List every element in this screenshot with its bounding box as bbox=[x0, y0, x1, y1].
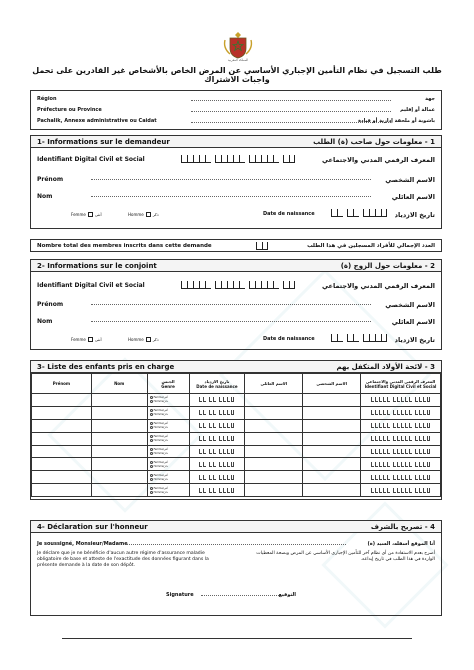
cell-prenom[interactable] bbox=[32, 445, 92, 458]
radio-circle[interactable] bbox=[150, 413, 153, 416]
idcs-label-ar: المعرف الرقمي المدني والاجتماعي bbox=[321, 156, 435, 164]
form-title: طلب التسجيل في نظام التأمين الإجباري الأساسي عن المرض الخاص بالأشخاص غير القادرين على تحمل واجبات الاشتراك bbox=[32, 66, 442, 84]
female-checkbox[interactable] bbox=[88, 212, 93, 217]
female-option[interactable] bbox=[150, 474, 189, 477]
undersigned-label-ar: أنا الموقع أسفله، السيد (ة) bbox=[367, 541, 435, 547]
prefecture-label-ar: عمالة أو إقليم bbox=[400, 107, 435, 113]
date-boxes[interactable] bbox=[361, 475, 440, 480]
cell-prenom[interactable] bbox=[32, 406, 92, 419]
male-label-ar: ذكر bbox=[152, 212, 159, 217]
cell-prenom[interactable] bbox=[32, 484, 92, 497]
female-checkbox[interactable] bbox=[88, 337, 93, 342]
female-option-label: Femme/أنثى bbox=[153, 422, 168, 426]
radio-circle[interactable] bbox=[150, 487, 153, 490]
cell-nom-ar[interactable] bbox=[245, 445, 303, 458]
undersigned-field[interactable] bbox=[126, 539, 346, 545]
section-title-ar: 4 - تصريح بالشرف bbox=[370, 523, 435, 531]
children-section bbox=[30, 360, 442, 500]
date-boxes[interactable] bbox=[361, 449, 440, 454]
cell-genre[interactable] bbox=[147, 406, 189, 419]
cell-nom[interactable] bbox=[91, 445, 147, 458]
declaration-text-ar: أصرح بعدم الاستفادة من أي نظام آخر للتأمين الإجباري الأساسي عن المرض وبصحة المعطيات الواردة في هذا الطلب في تاريخ إيداعه. bbox=[256, 551, 435, 562]
female-option[interactable] bbox=[150, 422, 189, 425]
date-boxes[interactable] bbox=[190, 410, 245, 415]
radio-circle[interactable] bbox=[150, 491, 153, 494]
cell-idcs[interactable] bbox=[361, 394, 441, 407]
cell-prenom-ar[interactable] bbox=[303, 458, 361, 471]
cell-nom[interactable] bbox=[91, 419, 147, 432]
dob-label: Date de naissance bbox=[263, 336, 315, 342]
cell-idcs[interactable] bbox=[361, 432, 441, 445]
date-boxes[interactable] bbox=[190, 462, 245, 467]
col-idcs-ar: المعرف الرقمي المدني والاجتماعي bbox=[365, 378, 436, 384]
declaration-text: Je déclare que je ne bénéficie d'aucun autre régime d'assurance maladie obligatoire de base et atteste de l'exactitude des données figurant dans la présente demande à la date de son dépôt. bbox=[37, 551, 209, 568]
male-option-label: Homme/ذكر bbox=[153, 413, 168, 417]
female-option[interactable] bbox=[150, 409, 189, 412]
cell-genre[interactable] bbox=[147, 484, 189, 497]
cell-genre[interactable] bbox=[147, 419, 189, 432]
sex-female-option[interactable] bbox=[71, 337, 102, 342]
prenom-label-ar: الاسم الشخصي bbox=[385, 176, 435, 184]
dob-label: Date de naissance bbox=[263, 211, 315, 217]
section-title: 2- Informations sur le conjoint bbox=[37, 262, 157, 270]
idcs-boxes[interactable] bbox=[181, 155, 295, 163]
male-option[interactable] bbox=[150, 452, 189, 455]
sex-options[interactable] bbox=[148, 474, 189, 481]
section-title: 4- Déclaration sur l'honneur bbox=[37, 523, 148, 531]
col-idcs-fr: Identifiant Digital Civil et Social bbox=[364, 383, 437, 389]
male-option-label: Homme/ذكر bbox=[153, 464, 168, 468]
col-prenom: Prénom bbox=[32, 374, 92, 394]
nom-label: Nom bbox=[37, 193, 53, 200]
pachalik-label: Pachalik, Annexe administrative ou Caidat bbox=[37, 118, 157, 124]
prenom-label: Prénom bbox=[37, 301, 64, 308]
cell-prenom-ar[interactable] bbox=[303, 406, 361, 419]
male-option-label: Homme/ذكر bbox=[153, 490, 168, 494]
male-option-label: Homme/ذكر bbox=[153, 426, 168, 430]
cell-nom-ar[interactable] bbox=[245, 432, 303, 445]
male-checkbox[interactable] bbox=[146, 212, 151, 217]
date-boxes[interactable] bbox=[190, 475, 245, 480]
col-nom-ar: الاسم العائلي bbox=[245, 374, 303, 394]
date-boxes[interactable] bbox=[190, 423, 245, 428]
section-title-ar: 1 - معلومات حول صاحب (ة) الطلب bbox=[313, 138, 435, 146]
radio-circle[interactable] bbox=[150, 478, 153, 481]
male-option-label: Homme/ذكر bbox=[153, 477, 168, 481]
coat-of-arms-icon bbox=[222, 30, 254, 60]
cell-idcs[interactable] bbox=[361, 445, 441, 458]
region-field[interactable] bbox=[191, 95, 391, 101]
dob-boxes[interactable] bbox=[331, 334, 387, 342]
idcs-label: Identifiant Digital Civil et Social bbox=[37, 156, 145, 163]
cell-dob[interactable] bbox=[189, 445, 245, 458]
prefecture-label: Préfecture ou Province bbox=[37, 107, 102, 113]
cell-dob[interactable] bbox=[189, 394, 245, 407]
cell-nom[interactable] bbox=[91, 394, 147, 407]
region-label-ar: جهة bbox=[425, 96, 435, 102]
date-boxes[interactable] bbox=[190, 488, 245, 493]
sex-options[interactable] bbox=[148, 448, 189, 455]
radio-circle[interactable] bbox=[150, 409, 153, 412]
female-option-label: Femme/أنثى bbox=[153, 486, 168, 490]
table-row bbox=[32, 484, 441, 497]
children-table-body bbox=[32, 394, 441, 497]
female-option-label: Femme/أنثى bbox=[153, 448, 168, 451]
sex-options[interactable] bbox=[148, 422, 189, 429]
cell-genre[interactable] bbox=[147, 471, 189, 484]
cell-dob[interactable] bbox=[189, 471, 245, 484]
members-boxes[interactable] bbox=[256, 242, 268, 250]
section-title-ar: 3 - لائحة الأولاد المتكفل بهم bbox=[336, 363, 435, 371]
radio-circle[interactable] bbox=[150, 461, 153, 464]
cell-nom-ar[interactable] bbox=[245, 484, 303, 497]
cell-nom[interactable] bbox=[91, 484, 147, 497]
cell-idcs[interactable] bbox=[361, 406, 441, 419]
section-title: 1- Informations sur le demandeur bbox=[37, 138, 170, 146]
date-boxes[interactable] bbox=[361, 410, 440, 415]
radio-circle[interactable] bbox=[150, 439, 153, 442]
date-boxes[interactable] bbox=[190, 397, 245, 402]
cell-nom[interactable] bbox=[91, 471, 147, 484]
idcs-label: Identifiant Digital Civil et Social bbox=[37, 282, 145, 289]
female-option-label: Femme/أنثى bbox=[153, 435, 168, 439]
cell-idcs[interactable] bbox=[361, 419, 441, 432]
sex-options[interactable] bbox=[148, 396, 189, 403]
footer-rule bbox=[62, 638, 412, 639]
declaration-section bbox=[30, 520, 442, 616]
dob-label-ar: تاريخ الازدياد bbox=[394, 211, 435, 219]
male-checkbox[interactable] bbox=[146, 337, 151, 342]
pachalik-label-ar: باشوية أو ملحقة إدارية أو قيادة bbox=[358, 118, 435, 124]
sex-options[interactable] bbox=[148, 435, 189, 442]
female-label: Femme bbox=[71, 337, 86, 342]
table-row bbox=[32, 471, 441, 484]
signature-label-ar: التوقيع bbox=[278, 592, 296, 598]
radio-circle[interactable] bbox=[150, 452, 153, 455]
cell-prenom-ar[interactable] bbox=[303, 471, 361, 484]
members-label-ar: العدد الإجمالي للأفراد المسجلين في هذا الطلب bbox=[307, 243, 435, 249]
cell-dob[interactable] bbox=[189, 419, 245, 432]
radio-circle[interactable] bbox=[150, 422, 153, 425]
male-option[interactable] bbox=[150, 400, 189, 403]
section-header bbox=[31, 521, 441, 533]
cell-genre[interactable] bbox=[147, 394, 189, 407]
col-prenom-ar: الاسم الشخصي bbox=[303, 374, 361, 394]
radio-circle[interactable] bbox=[150, 474, 153, 477]
cell-prenom[interactable] bbox=[32, 471, 92, 484]
date-boxes[interactable] bbox=[361, 423, 440, 428]
male-option-label: Homme/ذكر bbox=[153, 400, 168, 404]
cell-prenom-ar[interactable] bbox=[303, 419, 361, 432]
prenom-label-ar: الاسم الشخصي bbox=[385, 301, 435, 309]
female-option[interactable] bbox=[150, 435, 189, 438]
table-row bbox=[32, 394, 441, 407]
dob-boxes[interactable] bbox=[331, 209, 387, 217]
radio-circle[interactable] bbox=[150, 448, 153, 451]
sex-male-option[interactable] bbox=[128, 337, 159, 342]
female-label: Femme bbox=[71, 212, 86, 217]
children-table bbox=[31, 373, 441, 497]
table-row bbox=[32, 432, 441, 445]
members-section bbox=[30, 239, 442, 252]
section-header bbox=[31, 260, 441, 272]
applicant-section bbox=[30, 135, 442, 229]
spouse-section bbox=[30, 259, 442, 350]
cell-prenom[interactable] bbox=[32, 419, 92, 432]
radio-circle[interactable] bbox=[150, 400, 153, 403]
col-nom: Nom bbox=[91, 374, 147, 394]
cell-idcs[interactable] bbox=[361, 484, 441, 497]
col-genre-ar: الجنس bbox=[161, 378, 175, 384]
section-header bbox=[31, 136, 441, 148]
members-label: Nombre total des membres inscrits dans cette demande bbox=[37, 243, 212, 249]
col-dob bbox=[189, 374, 245, 394]
prefecture-field[interactable] bbox=[191, 106, 391, 112]
female-option[interactable] bbox=[150, 487, 189, 490]
dob-label-ar: تاريخ الازدياد bbox=[394, 336, 435, 344]
male-label: Homme bbox=[128, 212, 144, 217]
cell-nom[interactable] bbox=[91, 406, 147, 419]
prenom-label: Prénom bbox=[37, 176, 64, 183]
cell-nom[interactable] bbox=[91, 432, 147, 445]
signature-label: Signature bbox=[166, 592, 194, 598]
cell-nom[interactable] bbox=[91, 458, 147, 471]
male-option[interactable] bbox=[150, 413, 189, 416]
male-label-ar: ذكر bbox=[152, 337, 159, 342]
col-dob-fr: Date de naissance bbox=[196, 383, 238, 389]
nom-label-ar: الاسم العائلي bbox=[391, 318, 435, 326]
cell-prenom-ar[interactable] bbox=[303, 394, 361, 407]
radio-circle[interactable] bbox=[150, 396, 153, 399]
cell-dob[interactable] bbox=[189, 484, 245, 497]
cell-prenom[interactable] bbox=[32, 458, 92, 471]
table-row bbox=[32, 445, 441, 458]
date-boxes[interactable] bbox=[361, 488, 440, 493]
section-title: 3- Liste des enfants pris en charge bbox=[37, 363, 175, 371]
male-option-label: Homme/ذكر bbox=[153, 452, 168, 455]
nom-field[interactable] bbox=[91, 316, 371, 322]
admin-section bbox=[30, 90, 442, 130]
female-option-label: Femme/أنثى bbox=[153, 460, 168, 464]
male-option[interactable] bbox=[150, 465, 189, 468]
prenom-field[interactable] bbox=[91, 174, 371, 180]
cell-prenom[interactable] bbox=[32, 394, 92, 407]
date-boxes[interactable] bbox=[361, 436, 440, 441]
cell-prenom-ar[interactable] bbox=[303, 445, 361, 458]
col-genre-fr: Genre bbox=[161, 383, 175, 389]
cell-dob[interactable] bbox=[189, 458, 245, 471]
col-genre bbox=[147, 374, 189, 394]
cell-nom-ar[interactable] bbox=[245, 406, 303, 419]
cell-dob[interactable] bbox=[189, 406, 245, 419]
cell-prenom-ar[interactable] bbox=[303, 432, 361, 445]
cell-nom-ar[interactable] bbox=[245, 419, 303, 432]
table-row bbox=[32, 419, 441, 432]
cell-nom-ar[interactable] bbox=[245, 471, 303, 484]
female-option[interactable] bbox=[150, 396, 189, 399]
table-row bbox=[32, 406, 441, 419]
col-idcs bbox=[361, 374, 441, 394]
idcs-label-ar: المعرف الرقمي المدني والاجتماعي bbox=[321, 282, 435, 290]
male-option[interactable] bbox=[150, 478, 189, 481]
radio-circle[interactable] bbox=[150, 465, 153, 468]
radio-circle[interactable] bbox=[150, 426, 153, 429]
sex-female-option[interactable] bbox=[71, 212, 102, 217]
emblem-caption: المملكة المغربية bbox=[227, 58, 249, 62]
signature-field[interactable] bbox=[201, 590, 281, 596]
sex-male-option[interactable] bbox=[128, 212, 159, 217]
cell-nom-ar[interactable] bbox=[245, 394, 303, 407]
female-option-label: Femme/أنثى bbox=[153, 396, 168, 400]
male-option[interactable] bbox=[150, 439, 189, 442]
undersigned-label: Je soussigné, Monsieur/Madame bbox=[37, 541, 128, 547]
cell-nom-ar[interactable] bbox=[245, 458, 303, 471]
idcs-boxes[interactable] bbox=[181, 281, 295, 289]
date-boxes[interactable] bbox=[361, 462, 440, 467]
radio-circle[interactable] bbox=[150, 435, 153, 438]
cell-idcs[interactable] bbox=[361, 458, 441, 471]
children-header-row bbox=[32, 374, 441, 394]
female-option-label: Femme/أنثى bbox=[153, 409, 168, 413]
cell-prenom-ar[interactable] bbox=[303, 484, 361, 497]
cell-genre[interactable] bbox=[147, 445, 189, 458]
date-boxes[interactable] bbox=[190, 436, 245, 441]
female-option[interactable] bbox=[150, 461, 189, 464]
prenom-field[interactable] bbox=[91, 299, 371, 305]
cell-prenom[interactable] bbox=[32, 432, 92, 445]
col-dob-ar: تاريخ الازدياد bbox=[204, 378, 230, 384]
section-header bbox=[31, 361, 441, 373]
female-label-ar: أنثى bbox=[94, 337, 102, 342]
section-title-ar: 2 - معلومات حول الزوج (ة) bbox=[340, 262, 435, 270]
male-option-label: Homme/ذكر bbox=[153, 439, 168, 443]
table-row bbox=[32, 458, 441, 471]
region-label: Région bbox=[37, 96, 57, 102]
nom-label: Nom bbox=[37, 318, 53, 325]
cell-dob[interactable] bbox=[189, 432, 245, 445]
nom-label-ar: الاسم العائلي bbox=[391, 193, 435, 201]
date-boxes[interactable] bbox=[190, 449, 245, 454]
female-label-ar: أنثى bbox=[94, 212, 102, 217]
female-option[interactable] bbox=[150, 448, 189, 451]
nom-field[interactable] bbox=[91, 191, 371, 197]
sex-options[interactable] bbox=[148, 487, 189, 494]
male-option[interactable] bbox=[150, 426, 189, 429]
male-option[interactable] bbox=[150, 491, 189, 494]
female-option-label: Femme/أنثى bbox=[153, 473, 168, 477]
sex-options[interactable] bbox=[148, 409, 189, 416]
cell-genre[interactable] bbox=[147, 432, 189, 445]
male-label: Homme bbox=[128, 337, 144, 342]
cell-genre[interactable] bbox=[147, 458, 189, 471]
sex-options[interactable] bbox=[148, 461, 189, 468]
cell-idcs[interactable] bbox=[361, 471, 441, 484]
date-boxes[interactable] bbox=[361, 397, 440, 402]
